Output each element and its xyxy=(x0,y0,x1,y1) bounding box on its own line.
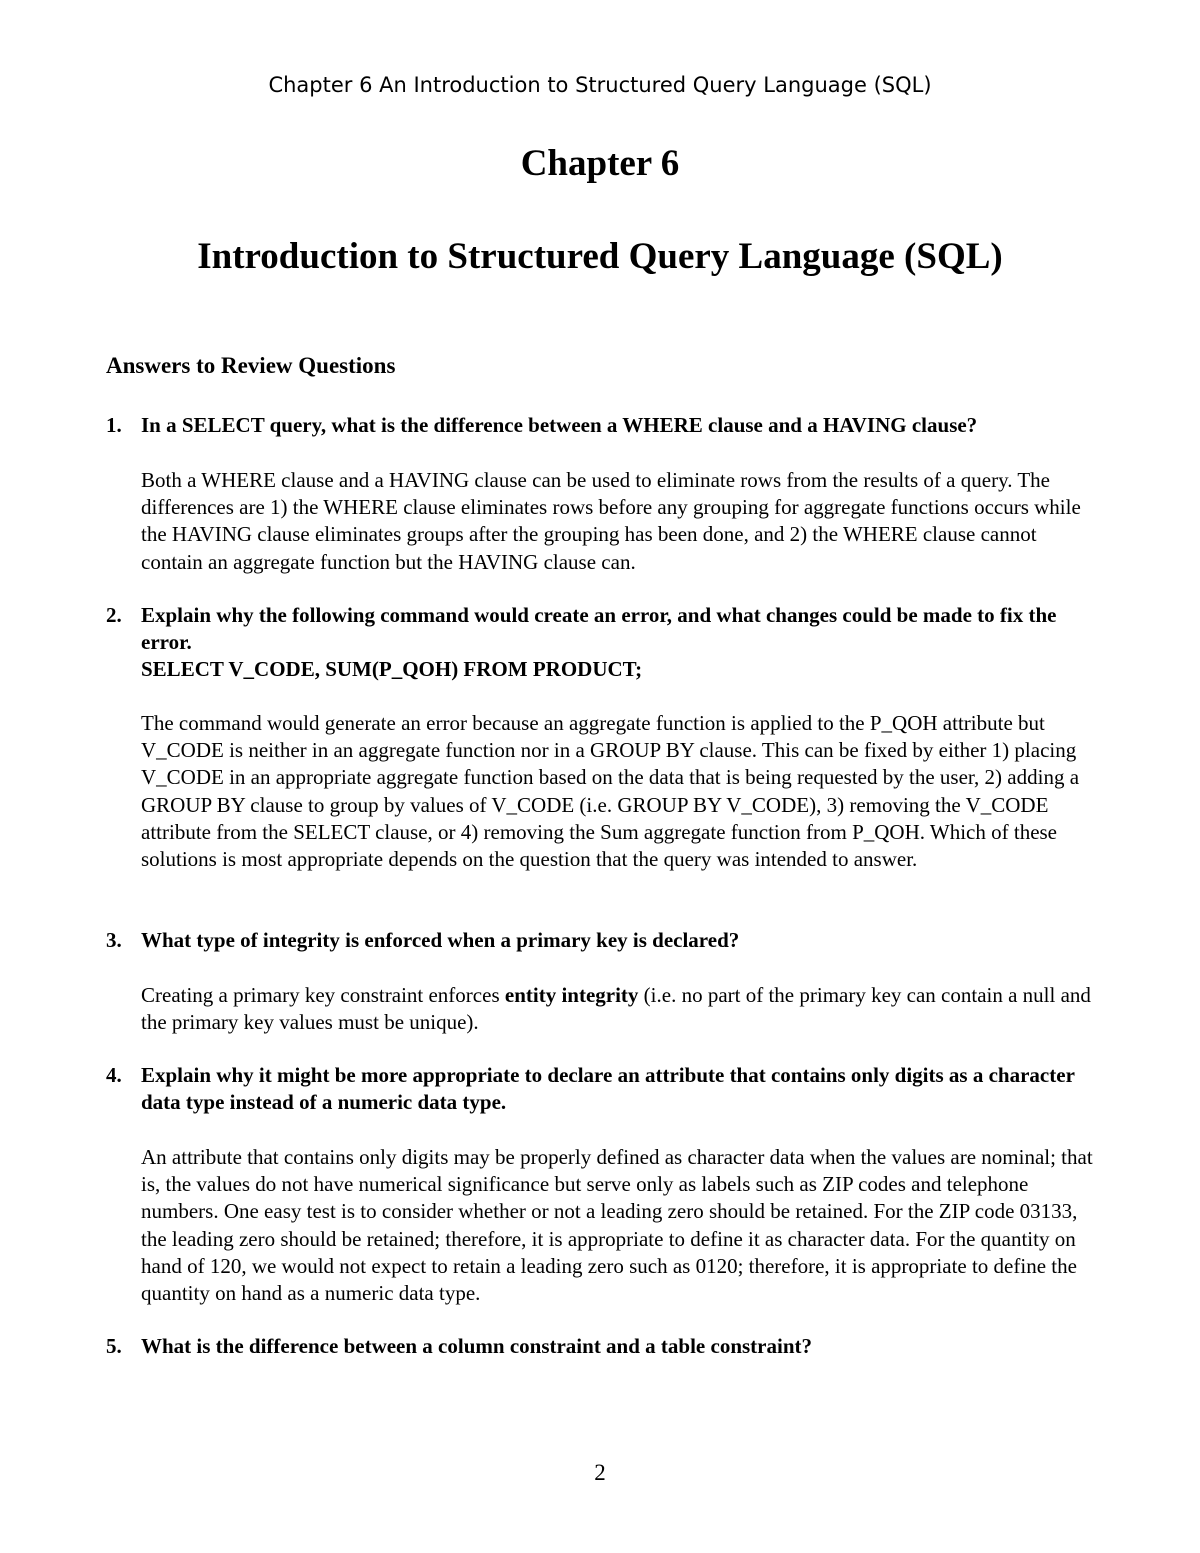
answer-text xyxy=(141,982,1096,1036)
document-title: Introduction to Structured Query Language (SQL) xyxy=(197,236,1003,277)
sql-command: SELECT V_CODE, SUM(P_QOH) FROM PRODUCT; xyxy=(141,657,643,681)
running-header: Chapter 6 An Introduction to Structured Query Language (SQL) xyxy=(268,73,932,97)
answer-text: Both a WHERE clause and a HAVING clause can be used to eliminate rows from the results of a query. The differences are 1) the WHERE clause eliminates rows before any grouping for aggregate functions occurs while the HAVING clause eliminates groups after the grouping has been done, and 2) the WHERE clause cannot contain an aggregate function but the HAVING clause can. xyxy=(141,468,1081,574)
question-number: 1. xyxy=(106,413,122,437)
question-number: 4. xyxy=(106,1063,122,1087)
question-text: Explain why it might be more appropriate to declare an attribute that contains only digits as a character data type instead of a numeric data type. xyxy=(141,1063,1075,1114)
question-text: What type of integrity is enforced when a primary key is declared? xyxy=(141,928,740,952)
page-number: 2 xyxy=(594,1460,606,1485)
question-text: Explain why the following command would create an error, and what changes could be made to fix the error. xyxy=(141,603,1057,654)
question-number: 5. xyxy=(106,1334,122,1358)
answer-text: An attribute that contains only digits may be properly defined as character data when the values are nominal; that is, the values do not have numerical significance but serve only as labels such as ZIP codes and telephone numbers. One easy test is to consider whether or not a leading zero should be retained. For the ZIP code 03133, the leading zero should be retained; therefore, it is appropriate to define it as character data. For the quantity on hand of 120, we would not expect to retain a leading zero such as 0120; therefore, it is appropriate to define the quantity on hand as a numeric data type. xyxy=(141,1145,1093,1306)
chapter-title: Chapter 6 xyxy=(520,143,680,184)
question-number: 3. xyxy=(106,928,122,952)
question-text: In a SELECT query, what is the difference between a WHERE clause and a HAVING clause? xyxy=(141,413,978,437)
answer-text-part: Creating a primary key constraint enforces xyxy=(141,983,505,1007)
question-text: What is the difference between a column constraint and a table constraint? xyxy=(141,1334,812,1358)
answer-text-part: (i.e. no part of the primary key can contain a null and the primary key values must be unique). xyxy=(141,983,1091,1035)
question-number: 2. xyxy=(106,603,122,627)
emphasized-term: entity integrity xyxy=(504,983,639,1007)
answer-text: The command would generate an error because an aggregate function is applied to the P_QOH attribute but V_CODE is neither in an aggregate function nor in a GROUP BY clause. This can be fixed by either 1) placing V_CODE in an appropriate aggregate function based on the data that is being requested by the user, 2) adding a GROUP BY clause to group by values of V_CODE (i.e. GROUP BY V_CODE), 3) removing the V_CODE attribute from the SELECT clause, or 4) removing the Sum aggregate function from P_QOH. Which of these solutions is most appropriate depends on the question that the query was intended to answer. xyxy=(141,711,1080,872)
section-heading: Answers to Review Questions xyxy=(106,353,396,378)
